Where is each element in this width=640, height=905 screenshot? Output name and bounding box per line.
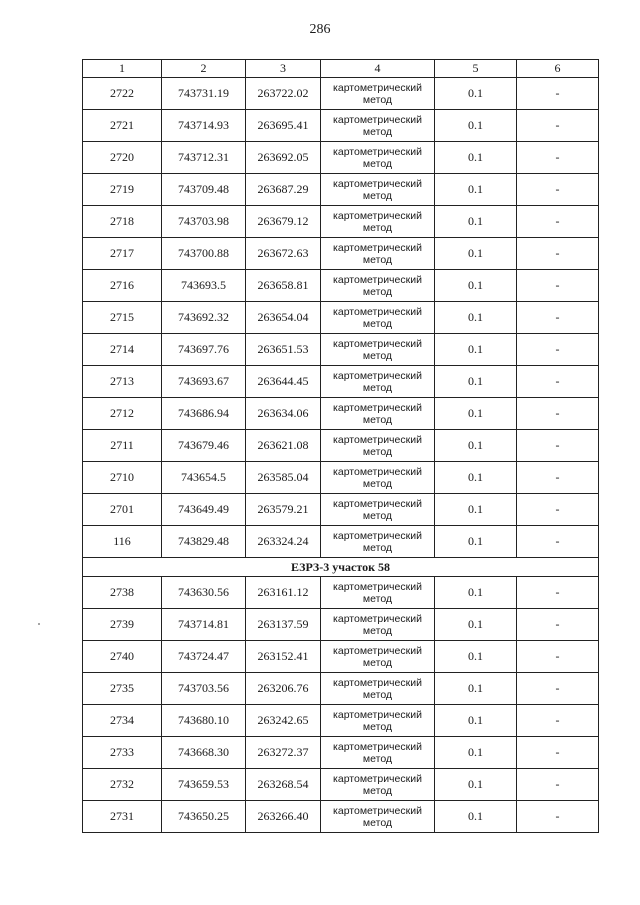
point-number-cell: 2716	[83, 270, 162, 302]
point-number-cell: 2715	[83, 302, 162, 334]
x-coordinate-cell: 743829.48	[162, 526, 246, 558]
y-coordinate-cell: 263651.53	[246, 334, 321, 366]
point-number-cell: 2732	[83, 769, 162, 801]
y-coordinate-cell: 263687.29	[246, 174, 321, 206]
note-cell: -	[517, 270, 599, 302]
method-cell	[321, 737, 435, 769]
note-cell: -	[517, 526, 599, 558]
method-line-1: картометрический	[333, 305, 422, 318]
accuracy-cell: 0.1	[435, 577, 517, 609]
table-row	[83, 737, 599, 769]
column-header: 6	[517, 60, 599, 78]
accuracy-cell: 0.1	[435, 430, 517, 462]
accuracy-cell: 0.1	[435, 270, 517, 302]
method-cell	[321, 238, 435, 270]
page-number: 286	[309, 22, 331, 37]
method-cell	[321, 398, 435, 430]
method-line-1: картометрический	[333, 580, 422, 593]
y-coordinate-cell: 263579.21	[246, 494, 321, 526]
method-line-1: картометрический	[333, 804, 422, 817]
note-cell: -	[517, 110, 599, 142]
table-row	[83, 142, 599, 174]
method-cell	[321, 206, 435, 238]
method-line-2: метод	[362, 688, 393, 701]
table-row	[83, 609, 599, 641]
table-row	[83, 398, 599, 430]
accuracy-cell: 0.1	[435, 769, 517, 801]
method-line-2: метод	[362, 752, 393, 765]
y-coordinate-cell: 263272.37	[246, 737, 321, 769]
y-coordinate-cell: 263324.24	[246, 526, 321, 558]
point-number-cell: 2717	[83, 238, 162, 270]
method-line-2: метод	[362, 541, 393, 554]
method-line-2: метод	[362, 624, 393, 637]
note-cell: -	[517, 494, 599, 526]
y-coordinate-cell: 263672.63	[246, 238, 321, 270]
method-line-2: метод	[362, 253, 393, 266]
x-coordinate-cell: 743731.19	[162, 78, 246, 110]
method-line-2: метод	[362, 93, 393, 106]
note-cell: -	[517, 673, 599, 705]
method-line-2: метод	[362, 784, 393, 797]
section-title: ЕЗРЗ-3 участок 58	[83, 558, 599, 577]
method-cell	[321, 577, 435, 609]
table-row	[83, 526, 599, 558]
accuracy-cell: 0.1	[435, 238, 517, 270]
y-coordinate-cell: 263692.05	[246, 142, 321, 174]
y-coordinate-cell: 263137.59	[246, 609, 321, 641]
accuracy-cell: 0.1	[435, 801, 517, 833]
method-line-1: картометрический	[333, 369, 422, 382]
y-coordinate-cell: 263654.04	[246, 302, 321, 334]
method-line-2: метод	[362, 125, 393, 138]
x-coordinate-cell: 743714.93	[162, 110, 246, 142]
note-cell: -	[517, 334, 599, 366]
x-coordinate-cell: 743686.94	[162, 398, 246, 430]
method-line-2: метод	[362, 720, 393, 733]
method-cell	[321, 801, 435, 833]
table-row	[83, 673, 599, 705]
x-coordinate-cell: 743697.76	[162, 334, 246, 366]
x-coordinate-cell: 743703.98	[162, 206, 246, 238]
point-number-cell: 2731	[83, 801, 162, 833]
method-line-1: картометрический	[333, 529, 422, 542]
column-header: 1	[83, 60, 162, 78]
note-cell: -	[517, 206, 599, 238]
method-cell	[321, 334, 435, 366]
method-line-1: картометрический	[333, 497, 422, 510]
method-line-2: метод	[362, 221, 393, 234]
x-coordinate-cell: 743654.5	[162, 462, 246, 494]
x-coordinate-cell: 743649.49	[162, 494, 246, 526]
x-coordinate-cell: 743668.30	[162, 737, 246, 769]
point-number-cell: 2719	[83, 174, 162, 206]
point-number-cell: 2739	[83, 609, 162, 641]
method-line-1: картометрический	[333, 772, 422, 785]
y-coordinate-cell: 263695.41	[246, 110, 321, 142]
method-line-2: метод	[362, 656, 393, 669]
x-coordinate-cell: 743724.47	[162, 641, 246, 673]
method-line-2: метод	[362, 285, 393, 298]
method-line-2: метод	[362, 349, 393, 362]
method-line-2: метод	[362, 445, 393, 458]
method-cell	[321, 430, 435, 462]
note-cell: -	[517, 577, 599, 609]
y-coordinate-cell: 263268.54	[246, 769, 321, 801]
method-line-1: картометрический	[333, 401, 422, 414]
method-cell	[321, 609, 435, 641]
point-number-cell: 2734	[83, 705, 162, 737]
note-cell: -	[517, 174, 599, 206]
accuracy-cell: 0.1	[435, 302, 517, 334]
method-cell	[321, 78, 435, 110]
accuracy-cell: 0.1	[435, 737, 517, 769]
method-cell	[321, 302, 435, 334]
note-cell: -	[517, 641, 599, 673]
accuracy-cell: 0.1	[435, 462, 517, 494]
y-coordinate-cell: 263634.06	[246, 398, 321, 430]
method-line-1: картометрический	[333, 177, 422, 190]
method-line-2: метод	[362, 509, 393, 522]
note-cell: -	[517, 801, 599, 833]
point-number-cell: 2718	[83, 206, 162, 238]
table-row	[83, 462, 599, 494]
method-line-1: картометрический	[333, 337, 422, 350]
x-coordinate-cell: 743692.32	[162, 302, 246, 334]
method-cell	[321, 673, 435, 705]
x-coordinate-cell: 743659.53	[162, 769, 246, 801]
method-line-1: картометрический	[333, 241, 422, 254]
table-row	[83, 641, 599, 673]
point-number-cell: 2714	[83, 334, 162, 366]
method-line-2: метод	[362, 157, 393, 170]
method-line-2: метод	[362, 477, 393, 490]
method-line-1: картометрический	[333, 612, 422, 625]
note-cell: -	[517, 78, 599, 110]
x-coordinate-cell: 743650.25	[162, 801, 246, 833]
point-number-cell: 2733	[83, 737, 162, 769]
note-cell: -	[517, 366, 599, 398]
note-cell: -	[517, 238, 599, 270]
accuracy-cell: 0.1	[435, 334, 517, 366]
table-row	[83, 270, 599, 302]
y-coordinate-cell: 263658.81	[246, 270, 321, 302]
method-cell	[321, 142, 435, 174]
table-row	[83, 206, 599, 238]
x-coordinate-cell: 743630.56	[162, 577, 246, 609]
method-line-1: картометрический	[333, 433, 422, 446]
method-line-1: картометрический	[333, 145, 422, 158]
x-coordinate-cell: 743703.56	[162, 673, 246, 705]
accuracy-cell: 0.1	[435, 494, 517, 526]
y-coordinate-cell: 263266.40	[246, 801, 321, 833]
x-coordinate-cell: 743693.5	[162, 270, 246, 302]
table-body	[83, 78, 599, 833]
section-header-row	[83, 558, 599, 577]
point-number-cell: 116	[83, 526, 162, 558]
note-cell: -	[517, 398, 599, 430]
method-line-1: картометрический	[333, 113, 422, 126]
y-coordinate-cell: 263585.04	[246, 462, 321, 494]
column-header: 5	[435, 60, 517, 78]
x-coordinate-cell: 743679.46	[162, 430, 246, 462]
method-line-1: картометрический	[333, 708, 422, 721]
table-row	[83, 110, 599, 142]
method-cell	[321, 110, 435, 142]
column-header: 4	[321, 60, 435, 78]
table-row	[83, 705, 599, 737]
method-line-1: картометрический	[333, 81, 422, 94]
method-cell	[321, 526, 435, 558]
table-row	[83, 494, 599, 526]
y-coordinate-cell: 263206.76	[246, 673, 321, 705]
accuracy-cell: 0.1	[435, 609, 517, 641]
y-coordinate-cell: 263152.41	[246, 641, 321, 673]
y-coordinate-cell: 263644.45	[246, 366, 321, 398]
table-row	[83, 238, 599, 270]
column-header: 3	[246, 60, 321, 78]
method-line-1: картометрический	[333, 273, 422, 286]
table-row	[83, 302, 599, 334]
table-row	[83, 577, 599, 609]
y-coordinate-cell: 263679.12	[246, 206, 321, 238]
accuracy-cell: 0.1	[435, 206, 517, 238]
accuracy-cell: 0.1	[435, 673, 517, 705]
table-row	[83, 334, 599, 366]
point-number-cell: 2710	[83, 462, 162, 494]
note-cell: -	[517, 462, 599, 494]
point-number-cell: 2740	[83, 641, 162, 673]
point-number-cell: 2711	[83, 430, 162, 462]
method-line-1: картометрический	[333, 465, 422, 478]
note-cell: -	[517, 302, 599, 334]
accuracy-cell: 0.1	[435, 641, 517, 673]
accuracy-cell: 0.1	[435, 398, 517, 430]
y-coordinate-cell: 263161.12	[246, 577, 321, 609]
method-line-2: метод	[362, 189, 393, 202]
method-cell	[321, 270, 435, 302]
point-number-cell: 2720	[83, 142, 162, 174]
note-cell: -	[517, 430, 599, 462]
method-line-1: картометрический	[333, 740, 422, 753]
point-number-cell: 2735	[83, 673, 162, 705]
table-row	[83, 78, 599, 110]
x-coordinate-cell: 743700.88	[162, 238, 246, 270]
table-row	[83, 801, 599, 833]
table-row	[83, 430, 599, 462]
note-cell: -	[517, 609, 599, 641]
column-header: 2	[162, 60, 246, 78]
accuracy-cell: 0.1	[435, 705, 517, 737]
method-cell	[321, 366, 435, 398]
point-number-cell: 2722	[83, 78, 162, 110]
method-cell	[321, 769, 435, 801]
accuracy-cell: 0.1	[435, 174, 517, 206]
method-line-1: картометрический	[333, 644, 422, 657]
x-coordinate-cell: 743712.31	[162, 142, 246, 174]
point-number-cell: 2701	[83, 494, 162, 526]
accuracy-cell: 0.1	[435, 78, 517, 110]
scan-artifact-dot	[38, 623, 40, 625]
method-cell	[321, 494, 435, 526]
x-coordinate-cell: 743693.67	[162, 366, 246, 398]
method-line-1: картометрический	[333, 209, 422, 222]
y-coordinate-cell: 263722.02	[246, 78, 321, 110]
point-number-cell: 2713	[83, 366, 162, 398]
method-cell	[321, 174, 435, 206]
table-row	[83, 174, 599, 206]
method-line-2: метод	[362, 413, 393, 426]
note-cell: -	[517, 705, 599, 737]
table-row	[83, 769, 599, 801]
accuracy-cell: 0.1	[435, 526, 517, 558]
accuracy-cell: 0.1	[435, 110, 517, 142]
method-cell	[321, 462, 435, 494]
coordinates-table	[82, 59, 599, 833]
x-coordinate-cell: 743714.81	[162, 609, 246, 641]
method-line-2: метод	[362, 592, 393, 605]
table-row	[83, 366, 599, 398]
point-number-cell: 2738	[83, 577, 162, 609]
point-number-cell: 2721	[83, 110, 162, 142]
point-number-cell: 2712	[83, 398, 162, 430]
x-coordinate-cell: 743680.10	[162, 705, 246, 737]
accuracy-cell: 0.1	[435, 142, 517, 174]
table-header-row	[83, 60, 599, 78]
method-line-2: метод	[362, 381, 393, 394]
method-cell	[321, 705, 435, 737]
note-cell: -	[517, 737, 599, 769]
accuracy-cell: 0.1	[435, 366, 517, 398]
note-cell: -	[517, 769, 599, 801]
y-coordinate-cell: 263621.08	[246, 430, 321, 462]
note-cell: -	[517, 142, 599, 174]
method-line-1: картометрический	[333, 676, 422, 689]
method-line-2: метод	[362, 317, 393, 330]
y-coordinate-cell: 263242.65	[246, 705, 321, 737]
method-cell	[321, 641, 435, 673]
method-line-2: метод	[362, 816, 393, 829]
x-coordinate-cell: 743709.48	[162, 174, 246, 206]
